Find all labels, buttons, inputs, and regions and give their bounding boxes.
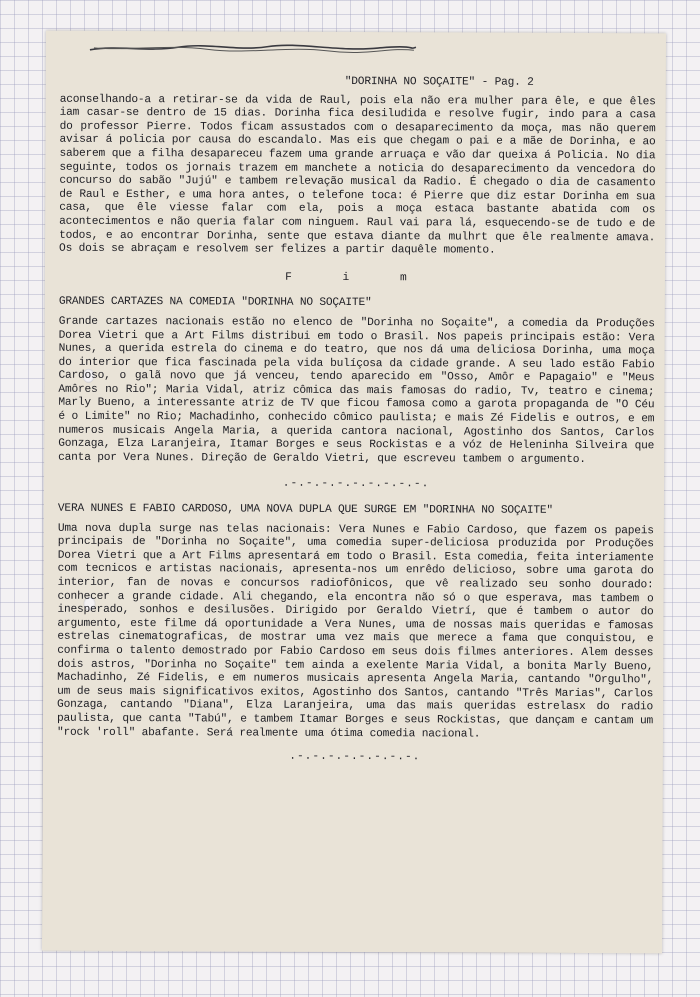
document-body xyxy=(57,75,656,778)
synopsis-paragraph: aconselhando-a a retirar-se da vida de Raul, pois ela não era mulher para êle, e que êles iam casar-se dentro de 15 dias. Dorinha fica desiludida e resolve fugir, indo para a casa do professor Pierre. Todos ficam assustados com o desaparecimento da moça, mas não querem avisar á policia por causa do escandalo. Mas eis que chegam o pai e a mãe de Dorinha, e ao saberem que a filha desapareceu fazem uma grande arruaça e vão dar queixa á Policia. No dia seguinte, todos os jornais trazem em manchete a noticia do desaparecimento da vencedora do concurso do sabão "Jujú" e tambem relevação musical da Radio. É chegado o dia de casamento de Raul e Esther, e uma hora antes, o telefone toca: é Pierre que diz estar Dorinha em sua casa, que êle viesse falar com ela, pois a moça estaca bastante abatida com os acontecimentos e não queria falar com ninguem. Raul vai para lá, esquecendo-se de tudo e de todos, e ao encontrar Dorinha, sente que estava diante da mulhrt que êle realmente amava. Os dois se abraçam e resolvem ser felizes a partir daquêle momento. xyxy=(59,93,656,257)
crossed-out-scribble xyxy=(88,41,418,56)
separator-line: .-.-.-.-.-.-.-.-.-. xyxy=(282,478,430,491)
typewritten-page xyxy=(42,31,666,954)
section-heading-cartazes: GRANDES CARTAZES NA COMEDIA "DORINHA NO SOÇAITE" xyxy=(58,296,372,310)
cartazes-paragraph: Grande cartazes nacionais estão no elenco de "Dorinha no Soçaite", a comedia da Produções Dorea Vietri que a Art Films distribui em todo o Brasil. Nos papeis principais estão: Vera Nunes, a querida estrela do cinema e do teatro, que nos dá uma deliciosa Dorinha, uma moça do interior que fica fascinada pela vida bulíçosa da cidade grande. A seu lado estão Fabio Cardoso, o galã novo que já venceu, tendo aparecido em "Osso, Amôr e Papagaio" e "Meus Amôres no Rio"; Maria Vidal, atriz cômica das mais famosas do radio, Tv, teatro e cinema; Marly Bueno, a interessante atriz de TV que ficou famosa como a garota propaganda de "O Céu é o Limite" no Rio; Machadinho, conhecido cômico paulista; e mais Zé Fidelis e outros, e em numeros musicais Angela Maria, a querida cantora nacional, Agostinho dos Santos, Carlos Gonzaga, Elza Laranjeira, Itamar Borges e seus Rockistas e a vóz de Heleninha Silveira que canta por Vera Nunes. Direção de Geraldo Vietri, que escreveu tambem o argumento. xyxy=(58,315,655,466)
fim-marker: F i m xyxy=(285,271,429,285)
separator-line-end: .-.-.-.-.-.-.-.-. xyxy=(289,750,421,764)
page-header: "DORINHA NO SOÇAITE" - Pag. 2 xyxy=(344,75,534,89)
section-heading-dupla: VERA NUNES E FABIO CARDOSO, UMA NOVA DUPLA QUE SURGE EM "DORINHA NO SOÇAITE" xyxy=(57,502,553,517)
dupla-paragraph: Uma nova dupla surge nas telas nacionais: Vera Nunes e Fabio Cardoso, que fazem os papeis principais de "Dorinha no Soçaite", uma comedia super-deliciosa produzida por Produções Dorea Vietri que a Art Films apresentará em todo o Brasil. Esta comedia, feita interiamente com tecnicos e artistas nacionais, apresenta-nos um enrêdo delicioso, sobre uma garota do interior, fan de novas e concursos radiofônicos, que vê realizado seu sonho dourado: conhecer a grande cidade. Ali chegando, ela encontra não só o que esperava, mas tambem o inesperado, sonhos e desilusões. Dirigido por Geraldo Vietrí, que é tambem o autor do argumento, este filme dá oportunidade a Vera Nunes, uma de nossas mais queridas e famosas estrelas cinematograficas, de mostrar uma vez mais que merece a fama que conquistou, e confirma o talento demostrado por Fabio Cardoso em seus dois filmes anteriores. Alem desses dois astros, "Dorinha no Soçaite" tem ainda a exelente Maria Vidal, a bonita Marly Bueno, Machadinho, Zé Fidelis, e em numeros musicais apresenta Angela Maria, cantando "Orgulho", um de seus mais significativos exitos, Agostinho dos Santos, cantando "Três Marias", Carlos Gonzaga, cantando "Diana", Elza Laranjeira, uma das mais queridas estrelasx do radio paulista, que canta "Tabú", e tambem Itamar Borges e seus Rockistas, que dançam e cantam um "rock 'roll" abafante. Será realmente uma ótima comedia nacional. xyxy=(56,522,654,741)
